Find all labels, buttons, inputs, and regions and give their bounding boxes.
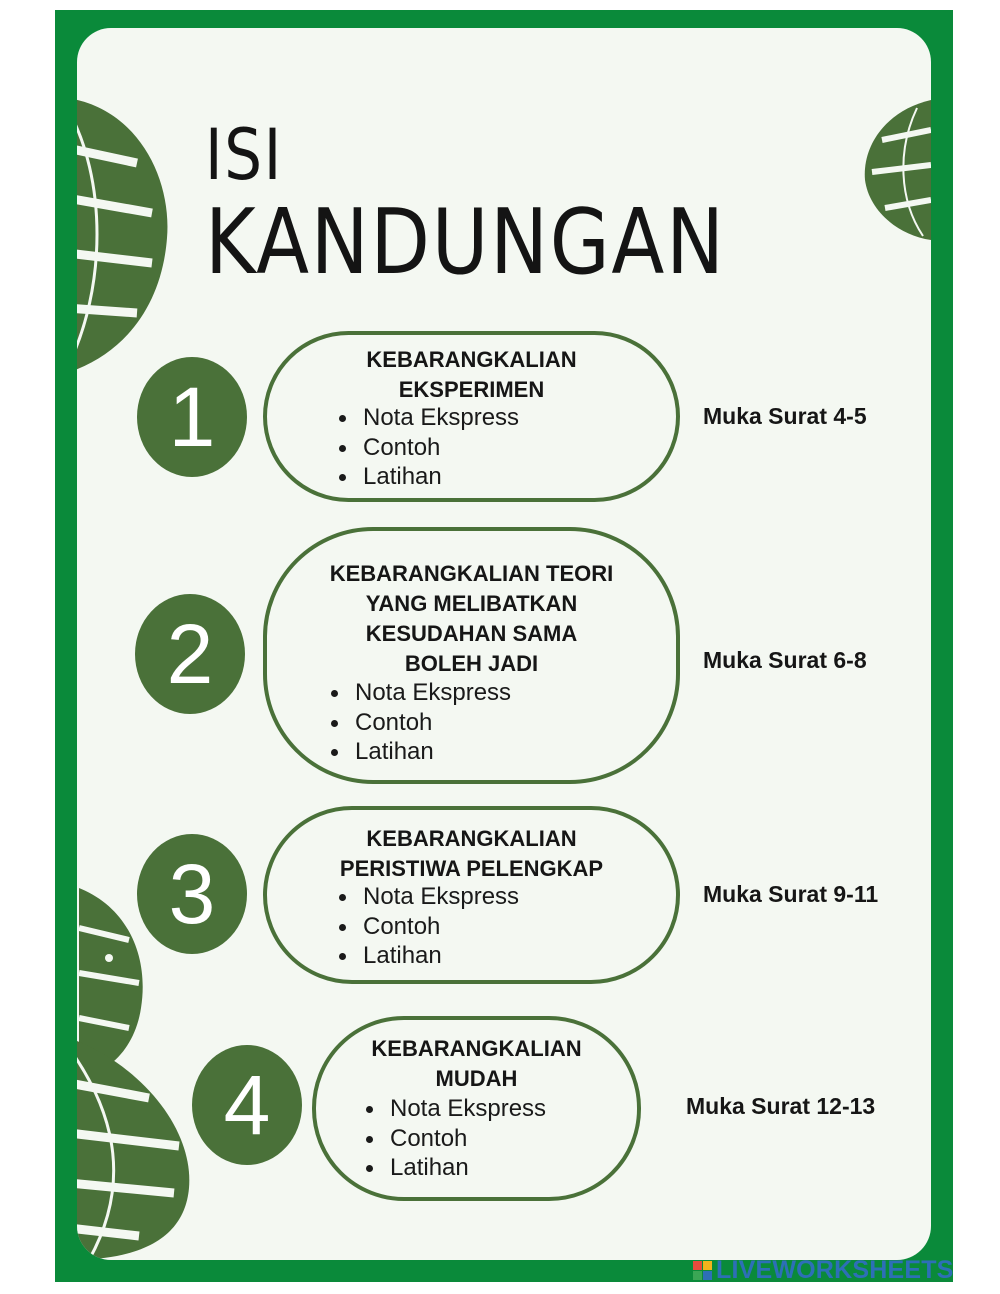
page-reference: Muka Surat 12-13 xyxy=(686,1093,876,1119)
list-item: Latihan xyxy=(329,737,511,767)
page-reference: Muka Surat 6-8 xyxy=(703,647,867,673)
section-title-line: YANG MELIBATKAN xyxy=(365,591,578,616)
monstera-leaf-icon xyxy=(77,1038,199,1260)
section-title xyxy=(267,345,676,405)
page-reference: Muka Surat 9-11 xyxy=(703,881,879,907)
list-item: Contoh xyxy=(337,912,519,942)
list-item: Latihan xyxy=(337,462,519,492)
section-title-line: BOLEH JADI xyxy=(404,651,539,676)
section-item-list xyxy=(337,403,519,492)
section-number-badge: 4 xyxy=(192,1045,302,1165)
section-item-list xyxy=(337,882,519,971)
section-card xyxy=(312,1016,641,1201)
section-title-line: EKSPERIMEN xyxy=(398,377,545,402)
section-title-line: KEBARANGKALIAN xyxy=(366,347,577,372)
list-item: Nota Ekspress xyxy=(364,1094,546,1124)
section-number-badge: 3 xyxy=(137,834,247,954)
list-item: Latihan xyxy=(364,1153,546,1183)
section-card xyxy=(263,331,680,502)
section-title-line: KESUDAHAN SAMA xyxy=(365,621,578,646)
list-item: Nota Ekspress xyxy=(337,882,519,912)
list-item: Contoh xyxy=(337,433,519,463)
list-item: Contoh xyxy=(364,1124,546,1154)
section-card xyxy=(263,527,680,784)
section-title-line: KEBARANGKALIAN xyxy=(366,826,577,851)
section-title xyxy=(267,824,676,884)
list-item: Contoh xyxy=(329,708,511,738)
section-item-list xyxy=(364,1094,546,1183)
section-number-badge: 2 xyxy=(135,594,245,714)
section-title-line: KEBARANGKALIAN xyxy=(371,1036,582,1061)
page-title-line2: KANDUNGAN xyxy=(205,190,726,295)
section-item-list xyxy=(329,678,511,767)
section-title-line: MUDAH xyxy=(435,1066,518,1091)
section-title xyxy=(316,1034,637,1094)
monstera-leaf-icon xyxy=(857,100,931,240)
list-item: Nota Ekspress xyxy=(329,678,511,708)
list-item: Nota Ekspress xyxy=(337,403,519,433)
section-title-line: PERISTIWA PELENGKAP xyxy=(339,856,604,881)
liveworksheets-logo-icon xyxy=(693,1261,712,1280)
section-title-line: KEBARANGKALIAN TEORI xyxy=(329,561,614,586)
section-title xyxy=(267,559,676,679)
liveworksheets-watermark[interactable] xyxy=(693,1256,954,1284)
section-number-badge: 1 xyxy=(137,357,247,477)
list-item: Latihan xyxy=(337,941,519,971)
watermark-text: LIVEWORKSHEETS xyxy=(716,1255,954,1284)
page-reference: Muka Surat 4-5 xyxy=(703,403,867,429)
monstera-leaf-icon xyxy=(77,88,177,378)
page-title-line1: ISI xyxy=(205,114,283,196)
section-card xyxy=(263,806,680,984)
